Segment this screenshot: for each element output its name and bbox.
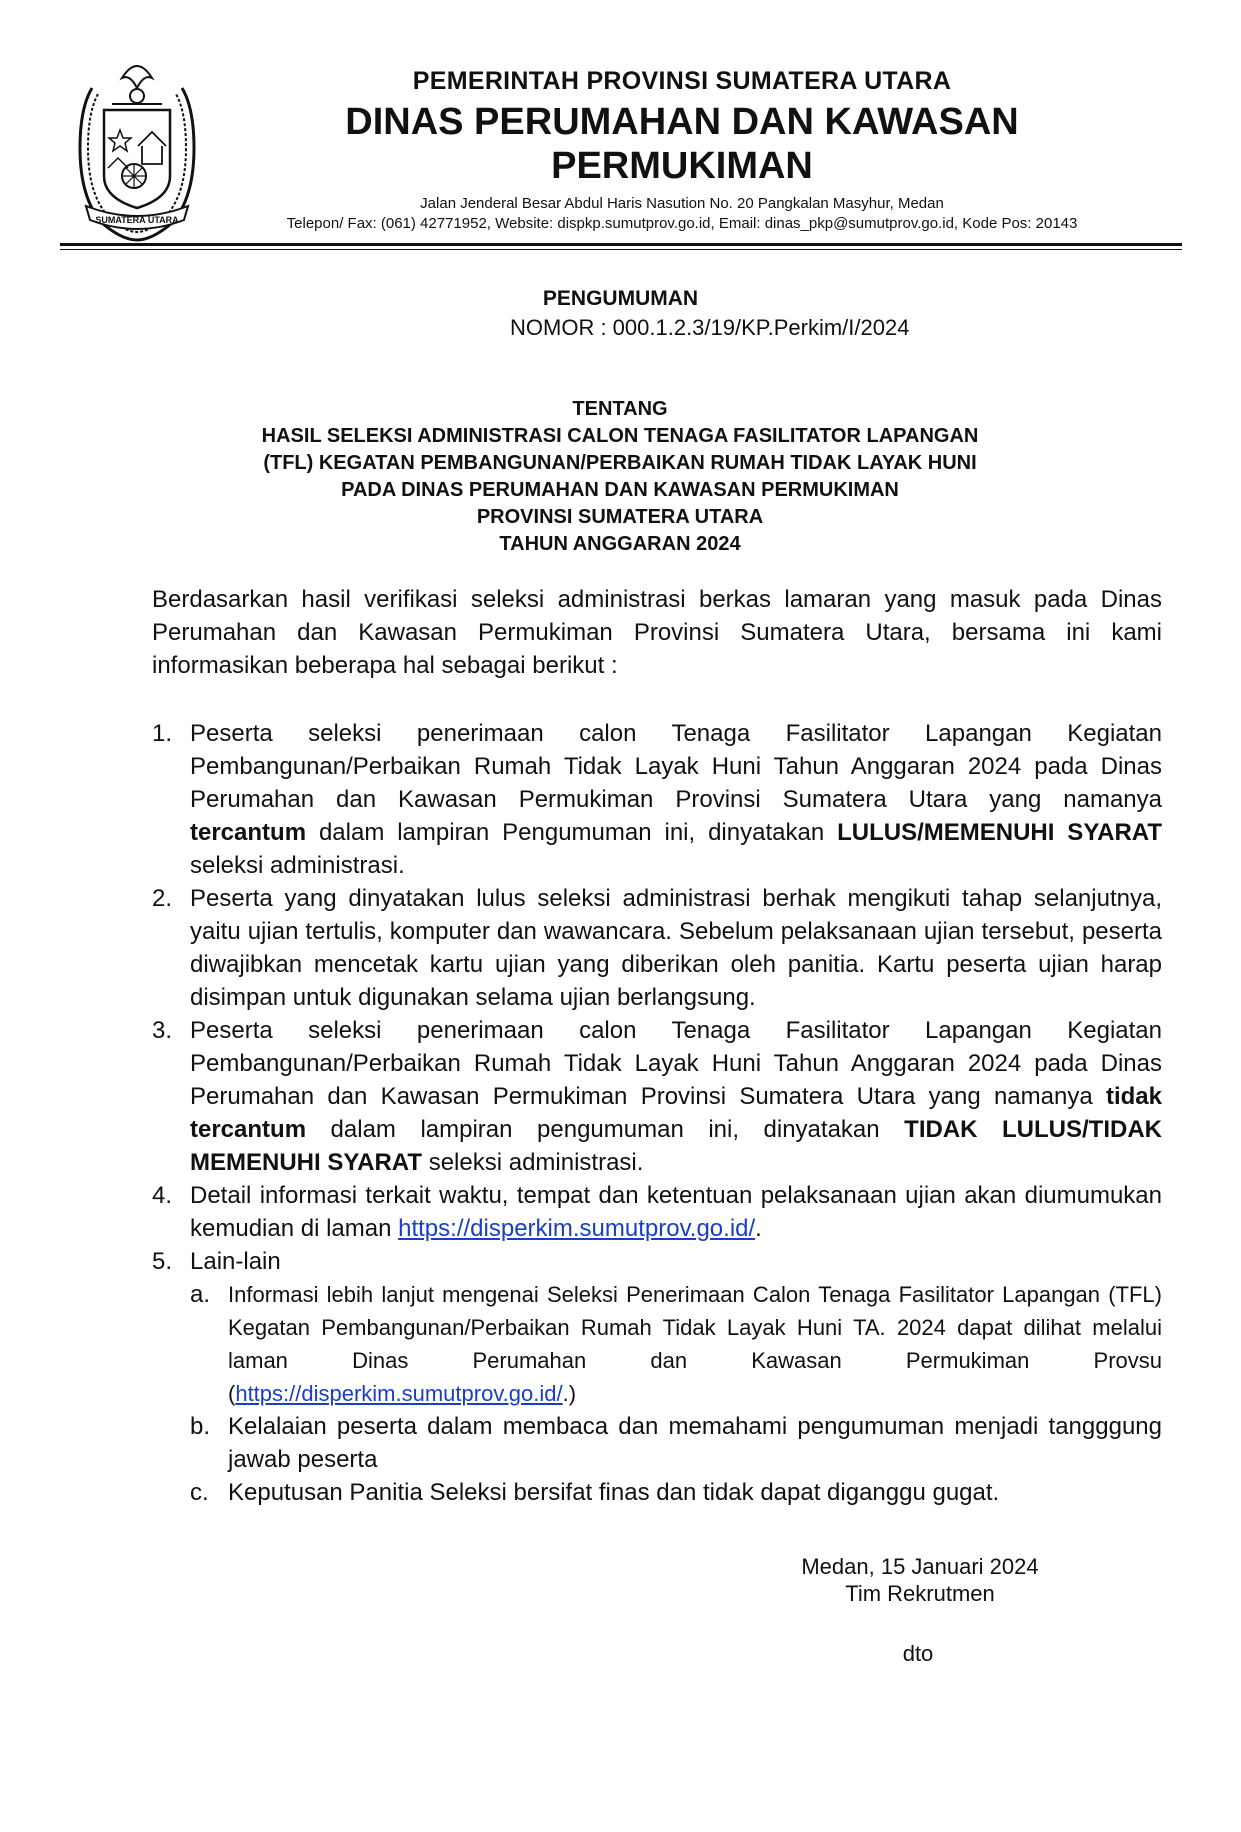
department-name-line2: PERMUKIMAN [551, 145, 813, 187]
list-item: 2. Peserta yang dinyatakan lulus seleksi administrasi berhak mengikuti tahap selanjutnya, yaitu ujian tertulis, komputer dan wawancara. Sebelum pelaksanaan ujian tersebut, peserta diwajibkan mencetak kartu ujian yang diberikan oleh panitia. Kartu peserta ujian harap disimpan untuk digunakan selama ujian berlangsung. [152, 882, 1162, 1014]
announcement-list [152, 717, 1162, 1509]
subject-line: HASIL SELEKSI ADMINISTRASI CALON TENAGA FASILITATOR LAPANGAN [261, 425, 979, 447]
svg-text:SUMATERA UTARA: SUMATERA UTARA [95, 215, 179, 225]
department-name-line1: DINAS PERUMAHAN DAN KAWASAN [345, 101, 1019, 143]
list-item: 4. Detail informasi terkait waktu, tempat dan ketentuan pelaksanaan ujian akan diumumukan kemudian di laman https://disperkim.sumutprov.go.id/. [152, 1179, 1162, 1245]
list-item-number: 2. [152, 885, 173, 912]
announcement-title: PENGUMUMAN [542, 287, 699, 310]
announcement-number: NOMOR : 000.1.2.3/19/KP.Perkim/I/2024 [510, 315, 910, 340]
list-item: 1. Peserta seleksi penerimaan calon Tenaga Fasilitator Lapangan Kegiatan Pembangunan/Perbaikan Rumah Tidak Layak Huni Tahun Anggaran 2024 pada Dinas Perumahan dan Kawasan Permukiman Provinsi Sumatera Utara yang namanya tercantum dalam lampiran Pengumuman ini, dinyatakan LULUS/MEMENUHI SYARAT seleksi administrasi. [152, 717, 1162, 882]
subject-heading: TENTANG [572, 398, 668, 420]
website-link[interactable]: https://disperkim.sumutprov.go.id/ [235, 1381, 563, 1406]
letterhead-rule-thin [60, 249, 1182, 250]
sub-list-item: a. Informasi lebih lanjut mengenai Seleksi Penerimaan Calon Tenaga Fasilitator Lapangan (TFL) Kegatan Pembangunan/Perbaikan Rumah Tidak Layak Huni TA. 2024 dapat dilihat melalui laman Dinas Perumahan dan Kawasan Permukiman Provsu (https://disperkim.sumutprov.go.id/.) [190, 1278, 1162, 1410]
letterhead-rule-thick [60, 243, 1182, 246]
signature-mark: dto [902, 1641, 934, 1666]
sub-item-label: c. [190, 1479, 209, 1506]
subject-line: PROVINSI SUMATERA UTARA [476, 506, 764, 528]
list-item-number: 5. [152, 1248, 173, 1275]
province-coat-of-arms-logo [72, 48, 202, 244]
government-name: PEMERINTAH PROVINSI SUMATERA UTARA [412, 67, 952, 95]
signature-place-date: Medan, 15 Januari 2024 [801, 1554, 1039, 1579]
letterhead [232, 66, 1132, 234]
list-item-number: 4. [152, 1182, 173, 1209]
website-link[interactable]: https://disperkim.sumutprov.go.id/ [398, 1215, 756, 1242]
sub-list-item: c. Keputusan Panitia Seleksi bersifat finas dan tidak dapat diganggu gugat. [190, 1476, 1162, 1509]
emphasis-text: tercantum [190, 819, 307, 846]
list-item-number: 3. [152, 1017, 173, 1044]
emphasis-text: tidak tercantum [190, 1083, 1162, 1143]
list-item-number: 1. [152, 720, 173, 747]
list-item: 3. Peserta seleksi penerimaan calon Tenaga Fasilitator Lapangan Kegiatan Pembangunan/Perbaikan Rumah Tidak Layak Huni Tahun Anggaran 2024 pada Dinas Perumahan dan Kawasan Permukiman Provinsi Sumatera Utara yang namanya tidak tercantum dalam lampiran pengumuman ini, dinyatakan TIDAK LULUS/TIDAK MEMENUHI SYARAT seleksi administrasi. [152, 1014, 1162, 1179]
subject-line: PADA DINAS PERUMAHAN DAN KAWASAN PERMUKIMAN [341, 479, 899, 501]
emphasis-text: TIDAK LULUS/TIDAK MEMENUHI SYARAT [190, 1116, 1162, 1176]
intro-paragraph: Berdasarkan hasil verifikasi seleksi administrasi berkas lamaran yang masuk pada Dinas Perumahan dan Kawasan Permukiman Provinsi Sumatera Utara, bersama ini kami informasikan beberapa hal sebagai berikut : [152, 586, 1162, 679]
sub-item-label: a. [190, 1281, 211, 1308]
signature-signer: Tim Rekrutmen [845, 1581, 995, 1606]
subject-line: (TFL) KEGATAN PEMBANGUNAN/PERBAIKAN RUMAH TIDAK LAYAK HUNI [263, 452, 977, 474]
emphasis-text: LULUS/MEMENUHI SYARAT [837, 819, 1162, 846]
list-item: 5. Lain-lain a. Informasi lebih lanjut mengenai Seleksi Penerimaan Calon Tenaga Fasilitator Lapangan (TFL) Kegatan Pembangunan/Perbaikan Rumah Tidak Layak Huni TA. 2024 dapat dilihat melalui laman Dinas Perumahan dan Kawasan Permukiman Provsu (https://disperkim.sumutprov.go.id/.) b. Kelalaian peserta dalam membaca dan memahami pengumuman menjadi tangggung jawab peserta c. Keputusan Panitia Seleksi bersifat finas dan tidak dapat diganggu gugat. [152, 1245, 1162, 1509]
office-contact: Telepon/ Fax: (061) 42771952, Website: dispkp.sumutprov.go.id, Email: dinas_pkp@sumutprov.go.id, Kode Pos: 20143 [286, 215, 1078, 232]
sub-list-item: b. Kelalaian peserta dalam membaca dan memahami pengumuman menjadi tangggung jawab peserta [190, 1410, 1162, 1476]
office-address: Jalan Jenderal Besar Abdul Haris Nasution No. 20 Pangkalan Masyhur, Medan [420, 195, 944, 212]
subject-line: TAHUN ANGGARAN 2024 [499, 533, 741, 555]
announcement-subject [150, 396, 1090, 558]
sub-item-label: b. [190, 1413, 211, 1440]
